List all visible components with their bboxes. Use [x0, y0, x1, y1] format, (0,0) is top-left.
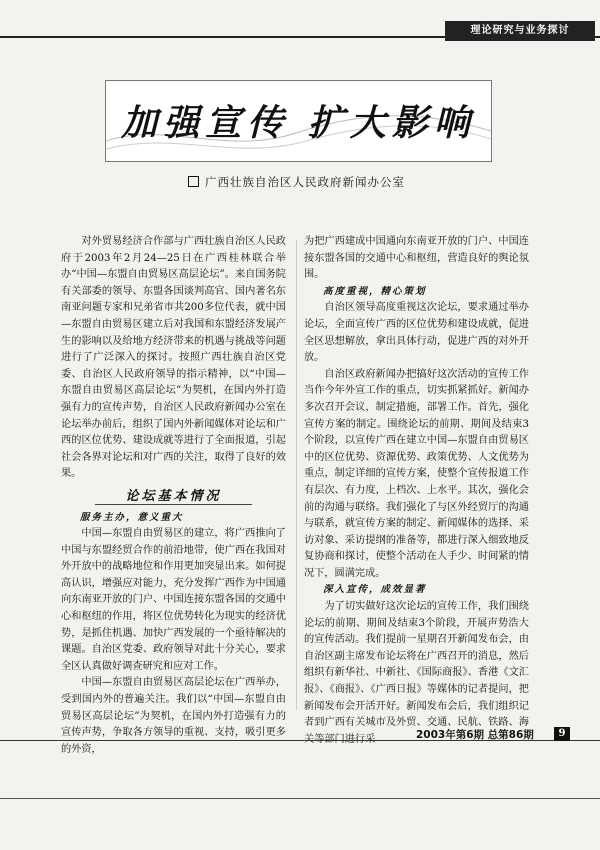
subheading-publicity: 深入宣传，成效显著: [323, 584, 427, 596]
scan-edge-line: [0, 798, 600, 799]
title-banner: [105, 80, 492, 162]
page-number: 9: [554, 727, 570, 741]
section-heading: 论坛基本情况: [61, 489, 286, 506]
author-name: 广西壮族自治区人民政府新闻办公室: [205, 175, 405, 189]
intro-paragraph: 对外贸易经济合作部与广西壮族自治区人民政府于2003年2月24—25日在广西桂林联合举办“中国—东盟自由贸易区高层论坛”。来自国务院有关部委的领导、东盟各国谈判高官、国内著名东南亚问题专家和兄弟省市共200多位代表，就中国—东盟自由贸易区建立后对我国和东盟经济发展产生的影响以及给地方经济带来的机遇与挑战等问题进行了广泛深入的探讨。按照广西壮族自治区党委、自治区人民政府领导的指示精神，以“中国—东盟自由贸易区高层论坛”为契机，在国内外打造强有力的宣传声势，自治区人民政府新闻办公室在论坛举办前后，组织了国内外新闻媒体对论坛和广西的区位优势、建设成就等进行了全面报道，引起社会各界对论坛和对广西的关注，取得了良好的效果。: [61, 236, 286, 480]
header-column-tag: 理论研究与业务探讨: [445, 21, 595, 41]
paragraph-publicity: 为了切实做好这次论坛的宣传工作，我们围绕论坛的前期、期间及结束3个阶段，开展声势浩大的宣传活动。我们提前一星期召开新闻发布会，由自治区副主席发布论坛将在广西召开的消息，然后组织有新华社、中新社、《国际商报》、香港《文汇报》、《商报》、《广西日报》等媒体的记者提问，把新闻发布会开活开好。新闻发布会后，我们组织记者到广西有关城市及外贸、交通、民航、铁路、海: [304, 601, 529, 729]
paragraph-news-office: 自治区政府新闻办把搞好这次活动的宣传工作当作今年外宣工作的重点，切实抓紧抓好。新闻办多次召开会议，制定措施，部署工作。首先，强化宣传方案的制定。围绕论坛的前期、期间及结束3个阶段，以宣传广西在建立中国—东盟自由贸易区中的区位优势、资源优势、政策优势、人文优势为重点，制定详细的宣传方案，使整个宣传报道工作有层次、有力度，上档次、上水平。其次，强化会前的沟通与联络。我们强化了与区外经贸厅的沟通与联系，就宣传方案的制定、新闻媒体的选择、采访对象、采访提纲的准备等，都进行深入细致地反复协商和探讨，使整个活动在人手少、时间紧的情况下，圆满完成。: [304, 368, 529, 579]
issue-number: 2003年第6期 总第86期: [416, 729, 534, 741]
square-bullet-icon: [188, 176, 199, 187]
paragraph-leadership: 自治区领导高度重视这次论坛，要求通过举办论坛，全面宣传广西的区位优势和建设成就，促进全区思想解放，拿出具体行动，促进广西的对外开放。: [304, 302, 529, 364]
paragraph-forum-attention: 中国—东盟自由贸易区高层论坛在广西举办，受到国内外的普遍关注。我们以“中国—东盟自由贸易区高层论坛”为契机，在国内外打造强有力的宣传声势，争取各方领导的重视、支持，吸引更多的外资，: [61, 677, 286, 755]
paragraph-continuation: 为把广西建成中国通向东南亚开放的门户、中国连接东盟各国的交通中心和枢纽，营造良好的舆论氛围。: [304, 236, 529, 281]
subheading-service: 服务主办，意义重大: [80, 511, 184, 523]
paragraph-significance: 中国—东盟自由贸易区的建立，将广西推向了中国与东盟经贸合作的前沿地带，使广西在我国对外开放中的战略地位和作用更加突显出来。如何提高认识，增强应对能力，充分发挥广西作为中国通向东南亚开放的门户、中国连接东盟各国的交通中心和枢纽的作用，将区位优势转化为现实的经济优势，是抓住机遇、加快广西发展的一个亟待解决的课题。自治区党委、政府领导对此十分关心，要求全区认真做好调查研究和应对工作。: [61, 528, 286, 672]
author-line: [188, 174, 405, 190]
subheading-planning: 高度重视，精心策划: [323, 285, 427, 297]
column-divider: [296, 240, 297, 710]
left-column: [61, 234, 286, 758]
article-title: 加强宣传 扩大影响: [121, 103, 476, 144]
right-column: [304, 234, 529, 748]
